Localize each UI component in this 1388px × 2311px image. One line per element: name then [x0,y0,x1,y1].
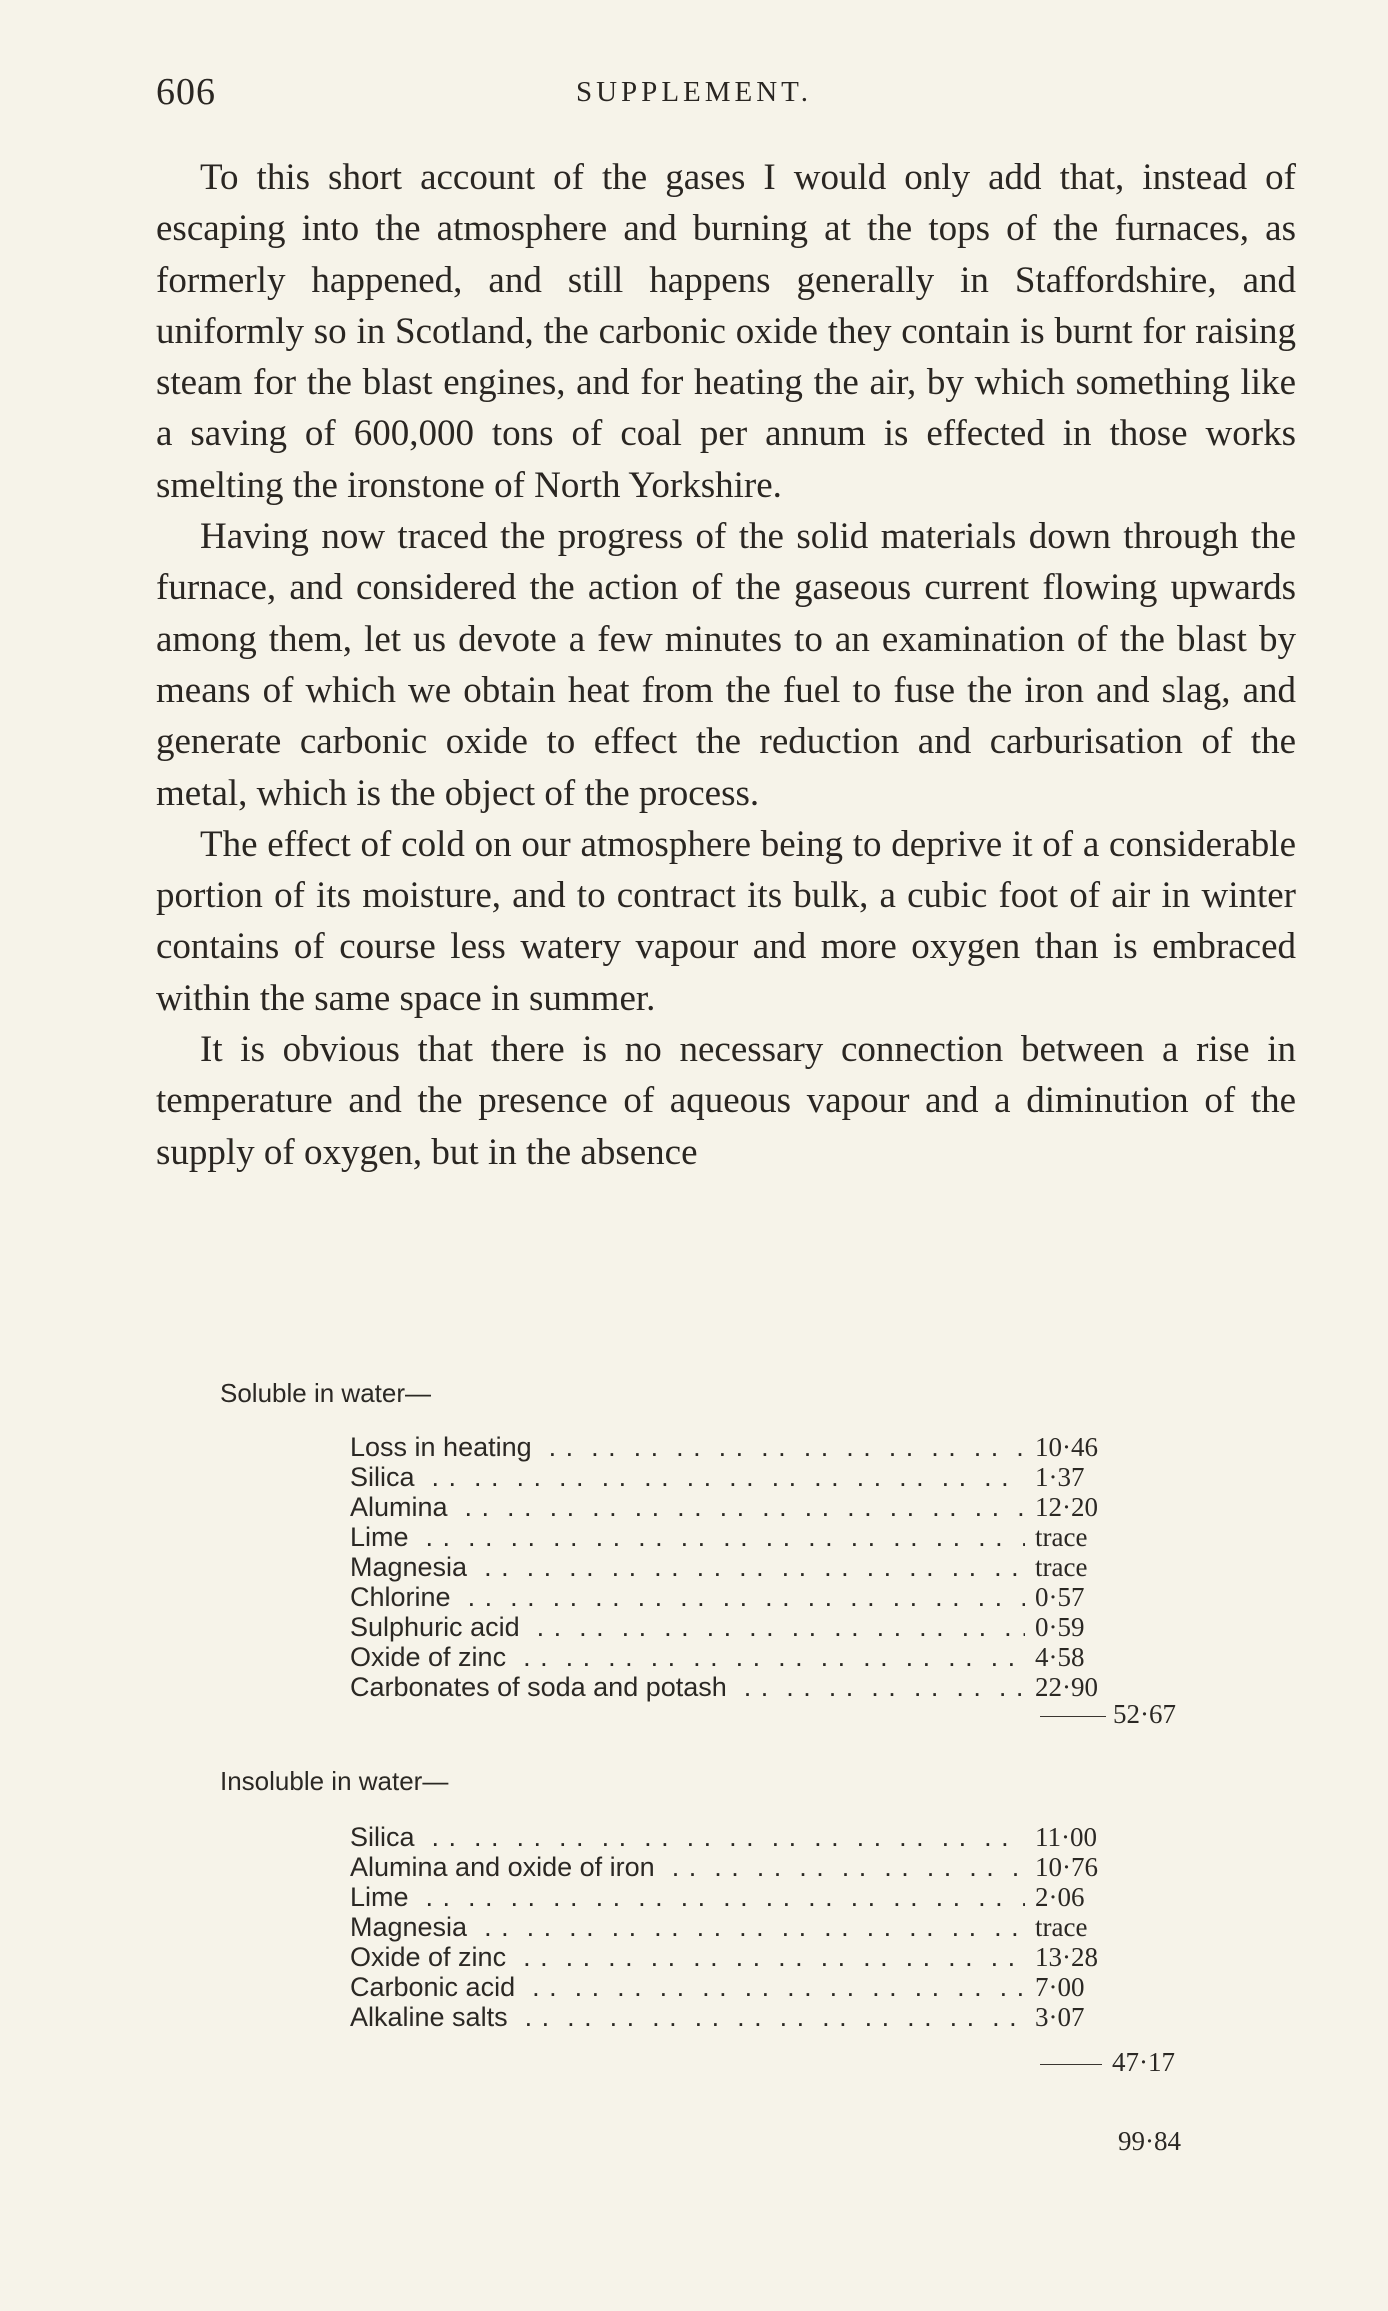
soluble-subtotal: 52·67 [1113,1699,1176,1729]
subtotal-rule [1040,1716,1106,1717]
row-label: Lime . . [350,1522,1025,1552]
row-label: Sulphuric acid . . [350,1612,1025,1642]
table-row [350,1612,1110,1642]
table-row [350,1462,1110,1492]
row-value: 0·59 [1035,1612,1085,1642]
row-label: Carbonic acid . . [350,1972,1025,2002]
row-value: 12·20 [1035,1492,1098,1522]
grand-total: 99·84 [1118,2126,1181,2156]
subtotal-rule [1040,2064,1102,2065]
row-value: 4·58 [1035,1642,1085,1672]
paragraph: To this short account of the gases I would only add that, instead of escaping into the atmosphere and burning at the tops of the furnaces, as formerly happened, and still happens generally in Staffordshire, and uniformly so in Scotland, the carbonic oxide they contain is burnt for raising steam for the blast engines, and for heating the air, by which something like a saving of 600,000 tons of coal per annum is effected in those works smelting the ironstone of North Yorkshire. [156,157,1296,506]
table-row [350,1672,1110,1702]
row-value: 2·06 [1035,1882,1085,1912]
table-row [350,1912,1110,1942]
row-value: 1·37 [1035,1462,1085,1492]
row-value: 10·76 [1035,1852,1098,1882]
table-row [350,1492,1110,1522]
row-value: 3·07 [1035,2002,1085,2032]
table-row [350,1882,1110,1912]
running-head: SUPPLEMENT. [575,76,812,108]
row-label: Silica . . [350,1462,1025,1492]
row-label: Magnesia . . [350,1912,1025,1942]
row-label: Oxide of zinc . . [350,1642,1025,1672]
row-label: Loss in heating . . [350,1432,1025,1462]
table-row [350,1942,1110,1972]
table-row [350,1972,1110,2002]
insoluble-subtotal: 47·17 [1112,2047,1175,2077]
body-text [156,152,1296,1178]
row-label: Alkaline salts . . [350,2002,1025,2032]
row-value: 13·28 [1035,1942,1098,1972]
table-row [350,2002,1110,2032]
row-label: Magnesia . . [350,1552,1025,1582]
table-row [350,1522,1110,1552]
table-row [350,1852,1110,1882]
row-label: Silica . . [350,1822,1025,1852]
row-label: Oxide of zinc . . [350,1942,1025,1972]
row-value: 22·90 [1035,1672,1098,1702]
row-label: Lime . . [350,1882,1025,1912]
row-value: 0·57 [1035,1582,1085,1612]
table-row [350,1642,1110,1672]
row-label: Alumina . . [350,1492,1025,1522]
table-row [350,1552,1110,1582]
row-value: 7·00 [1035,1972,1085,2002]
table-row [350,1582,1110,1612]
table-row [350,1432,1110,1462]
page-header [0,70,1388,118]
row-value: trace [1035,1912,1088,1942]
row-label: Chlorine . . [350,1582,1025,1612]
page-number: 606 [156,71,216,113]
row-label: Carbonates of soda and potash . . [350,1672,1025,1702]
paragraph: The effect of cold on our atmosphere being to deprive it of a considerable portion of its moisture, and to contract its bulk, a cubic foot of air in winter contains of course less watery vapour and more oxygen than is embraced within the same space in summer. [156,823,1296,1019]
row-label: Alumina and oxide of iron . . [350,1852,1025,1882]
soluble-heading: Soluble in water— [220,1378,431,1408]
paragraph: Having now traced the progress of the solid materials down through the furnace, and considered the action of the gaseous current flowing upwards among them, let us devote a few minutes to an examination of the blast by means of which we obtain heat from the fuel to fuse the iron and slag, and generate carbonic oxide to effect the reduction and carburisation of the metal, which is the object of the process. [156,516,1296,814]
row-value: trace [1035,1552,1088,1582]
insoluble-heading: Insoluble in water— [220,1766,449,1796]
table-row [350,1822,1110,1852]
paragraph: It is obvious that there is no necessary connection between a rise in temperature and the presence of aqueous vapour and a diminution of the supply of oxygen, but in the absence [156,1029,1296,1173]
row-value: 11·00 [1035,1822,1097,1852]
row-value: 10·46 [1035,1432,1098,1462]
row-value: trace [1035,1522,1088,1552]
